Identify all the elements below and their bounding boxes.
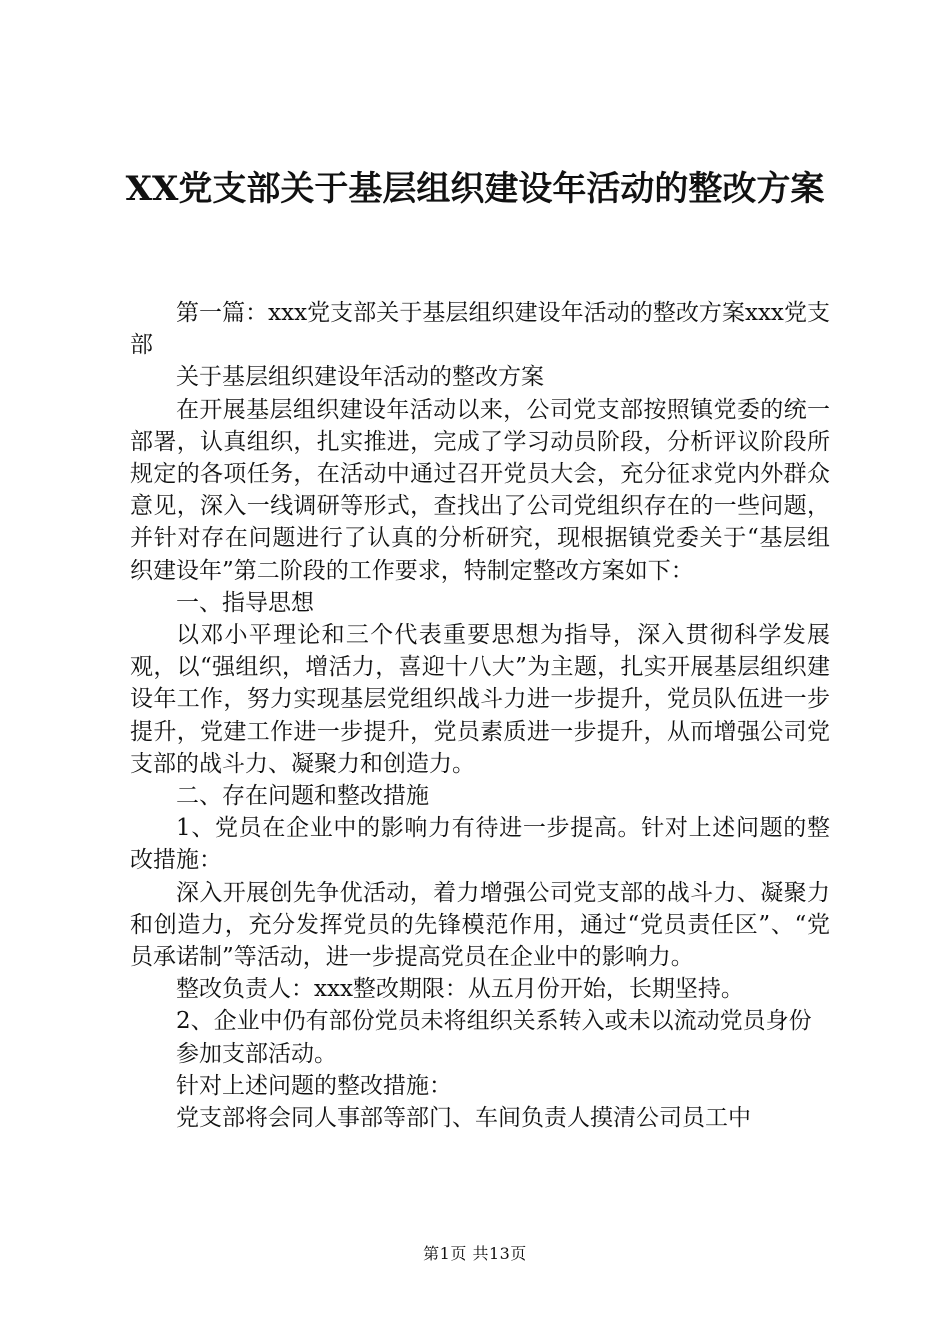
paragraph: 在开展基层组织建设年活动以来，公司党支部按照镇党委的统一部署，认真组织，扎实推进，完成了学习动员阶段，分析评议阶段所规定的各项任务，在活动中通过召开党员大会，充分征求党内外群众意见，深入一线调研等形式，查找出了公司党组织存在的一些问题，并针对存在问题进行了认真的分析研究，现根据镇党委关于“基层组织建设年”第二阶段的工作要求，特制定整改方案如下： (130, 396, 830, 584)
section-heading: 二、存在问题和整改措施 (176, 783, 429, 810)
paragraph: 关于基层组织建设年活动的整改方案 (176, 364, 544, 391)
paragraph: 2、企业中仍有部份党员未将组织关系转入或未以流动党员身份 (176, 1008, 812, 1035)
document-body (130, 297, 830, 1134)
paragraph: 1、党员在企业中的影响力有待进一步提高。针对上述问题的整改措施： (130, 815, 830, 874)
section-heading: 一、指导思想 (176, 589, 314, 616)
paragraph: 以邓小平理论和三个代表重要思想为指导，深入贯彻科学发展观，以“强组织，增活力，喜迎十八大”为主题，扎实开展基层组织建设年工作，努力实现基层党组织战斗力进一步提升，党员队伍进一步提升，党建工作进一步提升，党员素质进一步提升，从而增强公司党支部的战斗力、凝聚力和创造力。 (130, 622, 830, 777)
document-title: XX党支部关于基层组织建设年活动的整改方案 (125, 169, 825, 209)
paragraph: 党支部将会同人事部等部门、车间负责人摸清公司员工中 (176, 1105, 751, 1132)
page-number-footer: 第1页 共13页 (423, 1244, 527, 1263)
paragraph: 深入开展创先争优活动，着力增强公司党支部的战斗力、凝聚力和创造力，充分发挥党员的先锋模范作用，通过“党员责任区”、“党员承诺制”等活动，进一步提高党员在企业中的影响力。 (130, 879, 830, 971)
paragraph: 参加支部活动。 (176, 1040, 337, 1067)
paragraph: 针对上述问题的整改措施： (176, 1072, 452, 1099)
paragraph: 第一篇：xxx党支部关于基层组织建设年活动的整改方案xxx党支部 (130, 300, 830, 359)
paragraph: 整改负责人：xxx整改期限：从五月份开始，长期坚持。 (176, 976, 744, 1003)
